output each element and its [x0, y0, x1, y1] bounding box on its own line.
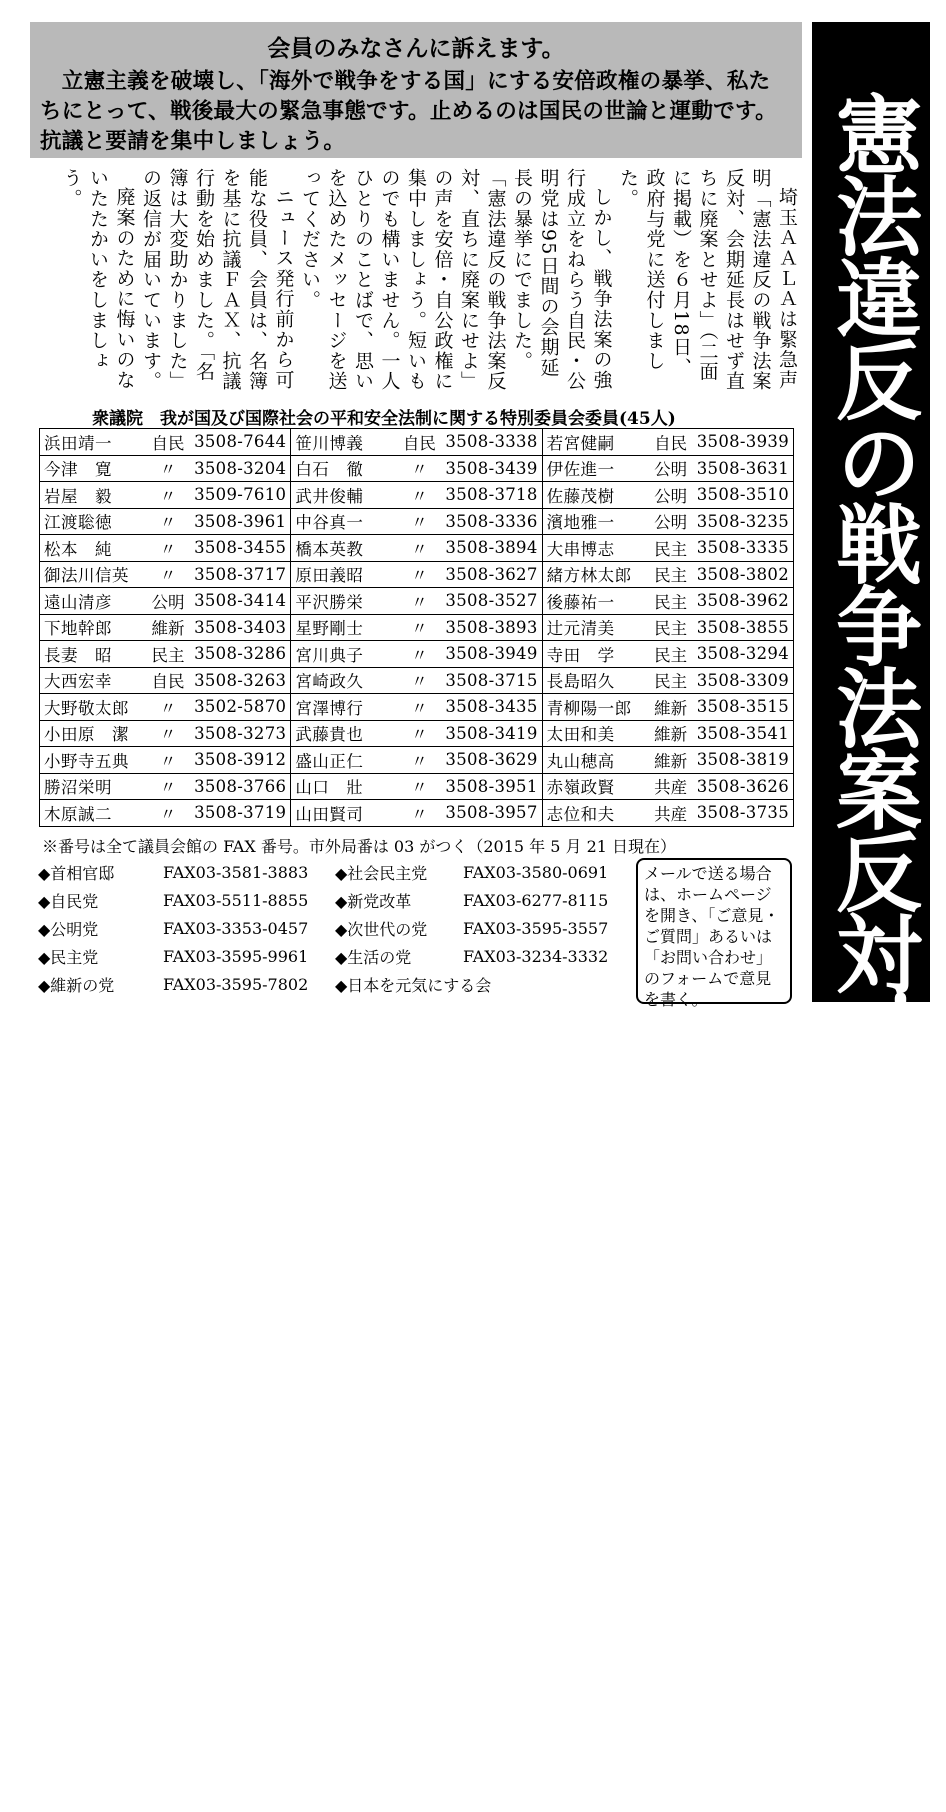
member-party: 公明 [151, 592, 185, 612]
member-name: 橋本英教 [295, 539, 364, 559]
member-fax: 3508-3286 [194, 644, 287, 664]
member-fax: 3508-3541 [696, 723, 789, 743]
member-cell [40, 588, 291, 615]
party-fax-number: FAX03-6277-8115 [463, 890, 609, 910]
member-cell [40, 508, 291, 535]
member-party: 〃 [411, 592, 428, 612]
headline-bar [812, 22, 930, 1812]
member-name: 佐藤茂樹 [546, 486, 615, 506]
member-party: 〃 [159, 539, 177, 559]
member-fax: 3508-3962 [696, 591, 789, 611]
member-fax: 3508-3802 [696, 564, 789, 584]
member-cell [40, 720, 291, 747]
member-name: 大串博志 [546, 539, 615, 559]
party-name: ◆民主党 [38, 947, 99, 967]
member-fax: 3508-3338 [445, 432, 538, 452]
member-cell [542, 667, 793, 694]
member-party: 公明 [654, 460, 688, 480]
member-fax: 3508-3631 [696, 458, 789, 478]
member-name: 武藤貴也 [295, 725, 364, 745]
member-party: 維新 [151, 619, 185, 639]
member-fax: 3508-3403 [194, 617, 287, 637]
party-name: ◆社会民主党 [335, 863, 428, 883]
party-name: ◆公明党 [38, 919, 99, 939]
table-row [40, 641, 794, 668]
member-cell [542, 482, 793, 509]
member-fax: 3508-3336 [445, 511, 538, 531]
member-fax: 3508-3951 [445, 776, 538, 796]
member-cell [40, 455, 291, 482]
member-name: 原田義昭 [295, 566, 364, 586]
member-name: 宮川典子 [295, 645, 364, 665]
member-fax: 3508-3894 [445, 538, 538, 558]
member-name: 寺田 学 [546, 645, 615, 665]
party-fax-number: FAX03-3595-9961 [163, 946, 309, 966]
party-fax-item [335, 858, 608, 886]
member-name: 丸山穂高 [546, 751, 615, 771]
article-paragraph-3: ニュース発行前から可能な役員、会員は、名簿を基に抗議ＦＡＸ、抗議行動を始めました。「名簿は大変助かりました」の返信が届いています。 [140, 168, 295, 392]
member-cell [40, 482, 291, 509]
member-name: 青柳陽一郎 [546, 698, 632, 718]
table-row [40, 508, 794, 535]
member-party: 〃 [411, 672, 428, 692]
table-row [40, 535, 794, 562]
member-name: 濱地雅一 [546, 513, 615, 533]
party-fax-item [335, 942, 608, 970]
member-fax: 3508-3949 [445, 644, 538, 664]
member-cell [40, 694, 291, 721]
member-party: 〃 [159, 486, 177, 506]
member-cell [40, 773, 291, 800]
member-party: 維新 [654, 725, 688, 745]
member-name: 宮崎政久 [295, 672, 364, 692]
member-name: 伊佐進一 [546, 460, 615, 480]
member-party: 〃 [411, 566, 428, 586]
member-cell [291, 667, 542, 694]
member-name: 木原誠二 [44, 804, 112, 824]
member-fax: 3509-7610 [194, 485, 287, 505]
member-cell [542, 535, 793, 562]
member-fax: 3508-3717 [194, 564, 287, 584]
member-party: 〃 [159, 698, 177, 718]
member-party: 〃 [411, 460, 428, 480]
member-name: 太田和美 [546, 725, 615, 745]
member-party: 〃 [411, 804, 428, 824]
member-party: 民主 [654, 645, 688, 665]
member-cell [40, 561, 291, 588]
member-name: 山口 壯 [295, 778, 364, 798]
member-cell [291, 429, 542, 456]
member-party: 民主 [654, 672, 688, 692]
member-party: 公明 [654, 486, 688, 506]
member-cell [542, 455, 793, 482]
member-party: 民主 [654, 592, 688, 612]
member-cell [542, 508, 793, 535]
party-fax-number: FAX03-3580-0691 [463, 862, 609, 882]
member-name: 今津 寛 [44, 460, 112, 480]
member-name: 松本 純 [44, 539, 112, 559]
party-name: ◆日本を元気にする会 [335, 975, 492, 995]
table-row [40, 482, 794, 509]
member-party: 〃 [411, 513, 428, 533]
member-fax: 3508-3235 [696, 511, 789, 531]
member-name: 白石 徹 [295, 460, 364, 480]
member-party: 共産 [654, 804, 688, 824]
member-cell [291, 482, 542, 509]
member-cell [542, 561, 793, 588]
member-fax: 3508-3819 [696, 750, 789, 770]
party-fax-number: FAX03-3234-3332 [463, 946, 609, 966]
member-cell [291, 535, 542, 562]
member-name: 長妻 昭 [44, 645, 112, 665]
member-party: 〃 [159, 751, 177, 771]
member-fax: 3508-3629 [445, 750, 538, 770]
member-cell [291, 720, 542, 747]
member-name: 長島昭久 [546, 672, 615, 692]
party-fax-item [38, 942, 308, 970]
table-row [40, 747, 794, 774]
table-row [40, 588, 794, 615]
member-name: 下地幹郎 [44, 619, 112, 639]
member-cell [542, 747, 793, 774]
member-name: 大野敬太郎 [44, 698, 129, 718]
member-name: 浜田靖一 [44, 433, 112, 453]
member-party: 民主 [151, 645, 185, 665]
member-party: 維新 [654, 698, 688, 718]
member-cell [291, 773, 542, 800]
member-cell [40, 747, 291, 774]
member-party: 維新 [654, 751, 688, 771]
member-name: 武井俊輔 [295, 486, 364, 506]
member-cell [40, 614, 291, 641]
member-party: 〃 [159, 513, 177, 533]
party-fax-number: FAX03-3353-0457 [163, 918, 309, 938]
committee-title: 衆議院 我が国及び国際社会の平和安全法制に関する特別委員会委員(45人) [92, 409, 676, 429]
member-cell [542, 773, 793, 800]
member-party: 〃 [159, 725, 177, 745]
party-fax-number: FAX03-5511-8855 [163, 890, 309, 910]
member-fax: 3508-3263 [194, 670, 287, 690]
member-party: 自民 [151, 672, 185, 692]
member-name: 辻元清美 [546, 619, 615, 639]
member-fax: 3508-3961 [194, 511, 287, 531]
party-fax-item [335, 886, 608, 914]
member-party: 〃 [411, 698, 428, 718]
member-fax: 3508-3419 [445, 723, 538, 743]
member-fax: 3508-3455 [194, 538, 287, 558]
member-cell [542, 588, 793, 615]
party-fax-list-right [335, 858, 608, 998]
member-party: 共産 [654, 778, 688, 798]
member-party: 〃 [411, 778, 428, 798]
member-name: 後藤祐一 [546, 592, 615, 612]
table-row [40, 694, 794, 721]
party-fax-item [38, 886, 308, 914]
member-cell [291, 561, 542, 588]
member-cell [291, 641, 542, 668]
member-fax: 3508-3627 [445, 564, 538, 584]
party-fax-item [335, 914, 608, 942]
appeal-banner [30, 22, 802, 158]
member-name: 若宮健嗣 [546, 433, 615, 453]
party-fax-item [38, 914, 308, 942]
member-fax: 3508-3855 [696, 617, 789, 637]
member-name: 志位和夫 [546, 804, 615, 824]
member-party: 〃 [411, 645, 428, 665]
member-cell [542, 429, 793, 456]
member-fax: 3508-3309 [696, 670, 789, 690]
member-fax: 3508-3527 [445, 591, 538, 611]
member-fax: 3508-3435 [445, 697, 538, 717]
member-cell [542, 694, 793, 721]
member-fax: 3508-3735 [696, 803, 789, 823]
member-fax: 3502-5870 [194, 697, 287, 717]
member-cell [40, 535, 291, 562]
fax-note: ※番号は全て議員会館の FAX 番号。市外局番は 03 がつく（2015 年 5 月 21 日現在） [42, 837, 677, 856]
member-name: 大西宏幸 [44, 672, 112, 692]
party-fax-item [38, 858, 308, 886]
mail-instruction-text: メールで送る場合は、ホームページを開き、「ご意見・ご質問」あるいは「お問い合わせ」のフォームで意見を書く。 [644, 864, 780, 1009]
table-row [40, 614, 794, 641]
member-fax: 3508-3718 [445, 485, 538, 505]
member-name: 遠山清彦 [44, 592, 112, 612]
member-name: 平沢勝栄 [295, 592, 364, 612]
member-fax: 3508-3294 [696, 644, 789, 664]
member-fax: 3508-3715 [445, 670, 538, 690]
member-name: 小田原 潔 [44, 725, 129, 745]
party-name: ◆維新の党 [38, 975, 115, 995]
member-cell [40, 641, 291, 668]
party-name: ◆首相官邸 [38, 863, 115, 883]
member-party: 公明 [654, 513, 688, 533]
member-party: 民主 [654, 619, 688, 639]
member-party: 民主 [654, 566, 688, 586]
member-fax: 3508-3515 [696, 697, 789, 717]
member-cell [291, 508, 542, 535]
member-name: 中谷真一 [295, 513, 364, 533]
member-fax: 3508-3273 [194, 723, 287, 743]
member-name: 宮澤博行 [295, 698, 364, 718]
party-fax-list-left [38, 858, 308, 998]
member-party: 〃 [411, 751, 428, 771]
member-fax: 3508-7644 [194, 432, 287, 452]
member-party: 〃 [411, 619, 428, 639]
committee-member-table [39, 428, 794, 827]
party-fax-number: FAX03-3595-7802 [163, 974, 309, 994]
party-fax-item [335, 970, 608, 998]
table-row [40, 429, 794, 456]
member-fax: 3508-3719 [194, 803, 287, 823]
table-row [40, 720, 794, 747]
member-cell [291, 800, 542, 827]
member-name: 山田賢司 [295, 804, 364, 824]
article-paragraph-4: 廃案のために悔いのないたたかいをしましょう。 [60, 168, 136, 390]
member-party: 〃 [159, 460, 177, 480]
article-body [46, 168, 800, 396]
member-fax: 3508-3912 [194, 750, 287, 770]
member-fax: 3508-3510 [696, 485, 789, 505]
party-fax-number: FAX03-3581-3883 [163, 862, 309, 882]
article-paragraph-1: 埼玉ＡＡＬＡは緊急声明「憲法違反の戦争法案反対、会期延長はせず直ちに廃案とせよ」（二面に掲載）を６月18日、政府与党に送付しました。 [617, 168, 798, 392]
member-name: 小野寺五典 [44, 751, 129, 771]
member-cell [291, 747, 542, 774]
member-fax: 3508-3439 [445, 458, 538, 478]
member-party: 〃 [411, 539, 428, 559]
member-name: 江渡聡徳 [44, 513, 112, 533]
appeal-body: 立憲主義を破壊し、「海外で戦争をする国」にする安倍政権の暴挙、私たちにとって、戦後最大の緊急事態です。止めるのは国民の世論と運動です。抗議と要請を集中しましょう。 [40, 69, 777, 154]
member-cell [542, 641, 793, 668]
headline-text: 憲法違反の戦争法案反対！直ちに廃案にせよ！ [821, 90, 922, 1812]
member-name: 赤嶺政賢 [546, 778, 615, 798]
member-party: 〃 [159, 566, 177, 586]
member-cell [291, 588, 542, 615]
member-cell [40, 800, 291, 827]
member-fax: 3508-3335 [696, 538, 789, 558]
member-cell [542, 800, 793, 827]
party-name: ◆自民党 [38, 891, 99, 911]
party-name: ◆生活の党 [335, 947, 412, 967]
member-name: 盛山正仁 [295, 751, 364, 771]
member-party: 自民 [654, 433, 688, 453]
appeal-title: 会員のみなさんに訴えます。 [267, 36, 565, 62]
member-fax: 3508-3204 [194, 458, 287, 478]
table-row [40, 667, 794, 694]
member-name: 勝沼栄明 [44, 778, 112, 798]
article-paragraph-2: しかし、戦争法案の強行成立をねらう自民・公明党は95日間の会期延長の暴挙にでました。「憲法違反の戦争法案反対、直ちに廃案にせよ」の声を安倍・自公政権に集中しましょう。短いものでも構いません。一人ひとりのことばで、思いを込めたメッセージを送ってください。 [299, 168, 613, 392]
member-fax: 3508-3893 [445, 617, 538, 637]
party-name: ◆次世代の党 [335, 919, 428, 939]
member-fax: 3508-3626 [696, 776, 789, 796]
member-cell [40, 429, 291, 456]
table-row [40, 800, 794, 827]
member-party: 〃 [411, 725, 428, 745]
member-name: 緒方林太郎 [546, 566, 632, 586]
member-fax: 3508-3957 [445, 803, 538, 823]
table-row [40, 773, 794, 800]
member-cell [40, 667, 291, 694]
member-fax: 3508-3414 [194, 591, 287, 611]
member-cell [542, 614, 793, 641]
member-name: 岩屋 毅 [44, 486, 112, 506]
table-row [40, 561, 794, 588]
member-cell [542, 720, 793, 747]
member-cell [291, 455, 542, 482]
member-name: 御法川信英 [44, 566, 129, 586]
member-party: 自民 [151, 433, 185, 453]
member-party: 自民 [402, 433, 436, 453]
member-party: 〃 [159, 778, 177, 798]
member-name: 星野剛士 [295, 619, 364, 639]
member-cell [291, 614, 542, 641]
member-cell [291, 694, 542, 721]
table-row [40, 455, 794, 482]
party-fax-number: FAX03-3595-3557 [463, 918, 609, 938]
member-party: 〃 [411, 486, 428, 506]
party-name: ◆新党改革 [335, 891, 412, 911]
member-name: 笹川博義 [295, 433, 364, 453]
member-fax: 3508-3939 [696, 432, 789, 452]
member-fax: 3508-3766 [194, 776, 287, 796]
party-fax-item [38, 970, 308, 998]
member-party: 民主 [654, 539, 688, 559]
mail-instruction-box [636, 858, 792, 1009]
member-party: 〃 [159, 804, 177, 824]
